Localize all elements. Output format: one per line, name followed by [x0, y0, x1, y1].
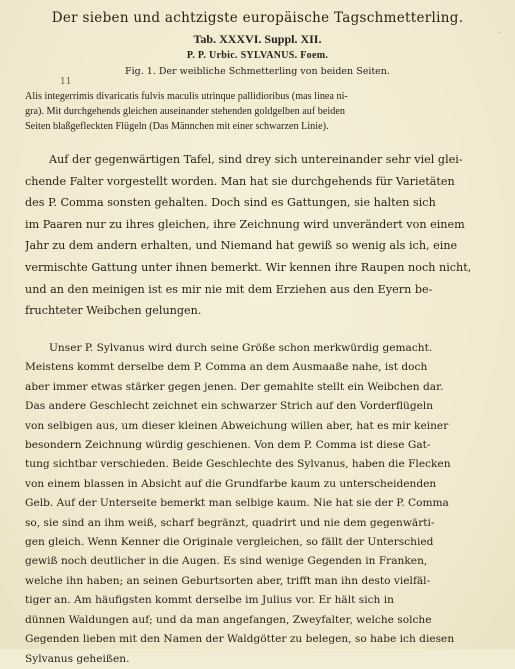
paragraph-line: Gegenden lieben mit den Namen der Waldgötter zu belegen, so habe ich diesen: [25, 633, 455, 646]
paragraph-line: so, sie sind an ihm weiß, scharf begränzt, quadrirt und nie dem gegenwärti-: [25, 516, 435, 529]
diagnosis-line: Seiten blaßgefleckten Flügeln (Das Männchen mit einer schwarzen Linie).: [25, 121, 329, 132]
paragraph-line: gen gleich. Wenn Kenner die Originale vergleichen, so fällt der Unterschied: [25, 536, 434, 549]
species-name: P. P. Urbic. SYLVANUS. Foem.: [186, 50, 329, 61]
paragraph-line: chende Falter vorgestellt worden. Man hat sie durchgehends für Varietäten: [25, 174, 455, 188]
page-title: Der sieben und achtzigste europäische Tagschmetterling.: [51, 10, 464, 26]
paragraph-line: Unser P. Sylvanus wird durch seine Größe schon merkwürdig gemacht.: [49, 342, 433, 354]
paragraph-line: aber immer etwas stärker gegen jenen. Der gemahlte stellt ein Weibchen dar.: [25, 380, 444, 393]
paragraph-line: von selbigen aus, um dieser kleinen Abweichung willen aber, hat es mir keiner: [25, 419, 449, 432]
plate-reference: Tab. XXXVI. Suppl. XII.: [193, 32, 322, 46]
paragraph-line: dünnen Waldungen auf; und da man angefangen, Zweyfalter, welche solche: [25, 613, 432, 626]
diagnosis-line: Alis integerrimis divaricatis fulvis maculis utrinque pallidioribus (mas linea ni-: [25, 91, 348, 102]
paragraph-line: gewiß noch deutlicher in die Augen. Es sind wenige Gegenden in Franken,: [25, 555, 428, 568]
paragraph-line: Gelb. Auf der Unterseite bemerkt man selbige kaum. Nie hat sie der P. Comma: [25, 497, 449, 510]
paragraph-line: welche ihn haben; an seinen Geburtsorten aber, trifft man ihn desto vielfäl-: [25, 574, 431, 587]
paragraph-line: besondern Zeichnung würdig geschienen. Von dem P. Comma ist diese Gat-: [25, 439, 431, 452]
paragraph-introduction: [25, 149, 503, 322]
species-diagnosis: [25, 89, 503, 134]
paragraph-sylvanus: [25, 339, 503, 669]
paragraph-line: Sylvanus geheißen.: [25, 652, 130, 665]
figure-caption: Fig. 1. Der weibliche Schmetterling von beiden Seiten.: [125, 66, 390, 77]
diagnosis-line: gra). Mit durchgehends gleichen auseinander stehenden goldgelben auf beiden: [25, 106, 345, 117]
paragraph-line: fruchteter Weibchen gelungen.: [25, 304, 202, 318]
paragraph-line: des P. Comma sonsten gehalten. Doch sind es Gattungen, sie halten sich: [25, 196, 436, 210]
page-corner-mark: ·: [497, 28, 501, 39]
paragraph-line: Meistens kommt derselbe dem P. Comma an dem Ausmaaße nahe, ist doch: [25, 361, 428, 374]
paragraph-line: Auf der gegenwärtigen Tafel, sind drey sich untereinander sehr viel glei-: [49, 153, 463, 166]
paragraph-line: tung sichtbar verschieden. Beide Geschlechte des Sylvanus, haben die Flecken: [25, 458, 451, 471]
paragraph-line: tiger an. Am häufigsten kommt derselbe im Julius vor. Er hält sich in: [25, 594, 394, 607]
paragraph-line: und an den meinigen ist es mir nie mit dem Erziehen aus den Eyern be-: [25, 282, 433, 296]
paragraph-line: Jahr zu dem andern erhalten, und Niemand hat gewiß so wenig als ich, eine: [25, 239, 458, 253]
paragraph-line: vermischte Gattung unter ihnen bemerkt. Wir kennen ihre Raupen noch nicht,: [25, 260, 472, 274]
paragraph-line: im Paaren nur zu ihres gleichen, ihre Zeichnung wird unverändert von einem: [25, 217, 465, 231]
margin-mark: 11: [60, 77, 72, 87]
paragraph-line: von einem blassen in Absicht auf die Grundfarbe kaum zu unterscheidenden: [25, 477, 437, 490]
paragraph-line: Das andere Geschlecht zeichnet ein schwarzer Strich auf den Vorderflügeln: [25, 400, 434, 413]
